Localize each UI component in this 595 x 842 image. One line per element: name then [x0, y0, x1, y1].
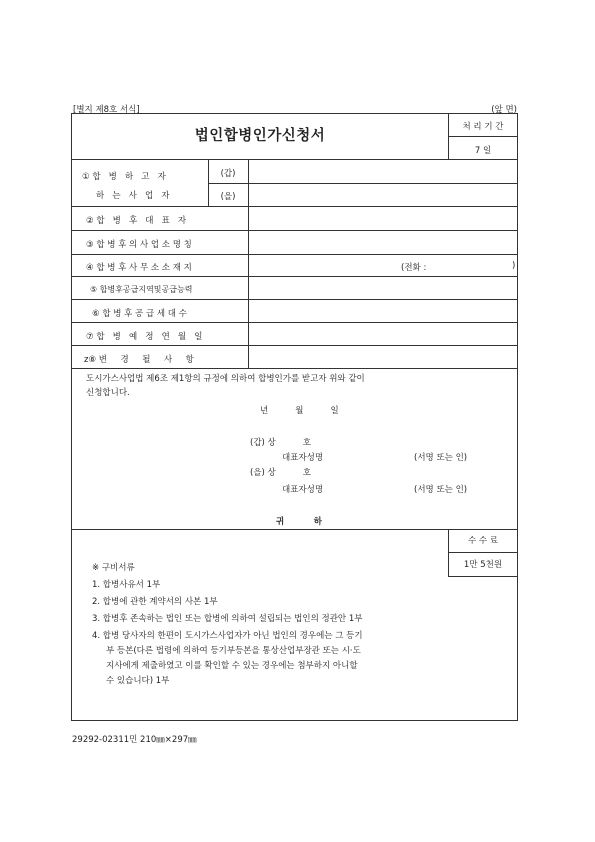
divider	[72, 529, 518, 530]
field-label-merging-company: ① 합 병 하 고 자	[82, 172, 166, 182]
application-form	[71, 113, 518, 721]
field-label-office-address: ④ 합 병 후 사 무 소 소 재 지	[86, 263, 192, 273]
applicant-a-representative: 대표자성명	[282, 453, 324, 463]
fee-value: 1만 5천원	[463, 560, 503, 570]
applicant-a-signature: (서명 또는 인)	[414, 453, 468, 463]
divider	[72, 230, 518, 231]
form-number: [별지 제8호 서식]	[73, 105, 140, 115]
party-a-label: (갑)	[220, 169, 236, 179]
divider	[72, 206, 518, 207]
processing-period-label: 처 리 기 간	[462, 122, 504, 132]
required-docs-heading: ※ 구비서류	[92, 563, 135, 573]
field-label-merging-company-cont: 하 는 사 업 자	[96, 191, 170, 201]
applicant-b-name: (을) 상 호	[250, 468, 311, 478]
form-footer: 29292-02311민 210㎜×297㎜	[72, 735, 197, 745]
divider	[448, 552, 518, 553]
required-doc-1: 1. 합병사유서 1부	[92, 580, 161, 590]
required-doc-2: 2. 합병에 관한 계약서의 사본 1부	[92, 597, 218, 607]
applicant-b-signature: (서명 또는 인)	[414, 485, 468, 495]
field-label-business-name: ③ 합 병 후 의 사 업 소 명 칭	[86, 240, 192, 250]
field-label-representative: ② 합 병 후 대 표 자	[86, 216, 187, 226]
party-b-label: (을)	[220, 192, 236, 202]
required-doc-4-cont-2: 지사에게 제출하였고 이를 확인할 수 있는 경우에는 첨부하지 아니할	[106, 661, 358, 671]
required-doc-4-cont-3: 수 있습니다) 1부	[106, 676, 170, 686]
recipient: 귀 하	[276, 517, 323, 527]
required-doc-4-cont-1: 부 등본(다른 법령에 의하여 등기부등본을 통상산업부장관 또는 시·도	[106, 646, 361, 656]
divider	[72, 322, 518, 323]
phone-label: (전화 :	[401, 263, 427, 273]
divider	[72, 276, 518, 277]
divider	[448, 136, 518, 137]
application-date: 년 월 일	[260, 406, 339, 416]
divider	[72, 159, 518, 160]
fee-label: 수 수 료	[467, 536, 499, 546]
field-label-changes: z⑧ 변 경 될 사 항	[84, 355, 194, 365]
statement-line-2: 신청합니다.	[86, 388, 130, 398]
applicant-b-representative: 대표자성명	[282, 485, 324, 495]
divider	[72, 254, 518, 255]
processing-period-value: 7 일	[474, 146, 492, 156]
field-label-supply-area: ⑤ 합병후공급지역및공급능력	[90, 285, 193, 294]
required-doc-3: 3. 합병후 존속하는 법인 또는 합병에 의하여 설립되는 법인의 정관안 1부	[92, 614, 363, 624]
form-title: 법인합병인가신청서	[194, 128, 326, 144]
divider	[72, 299, 518, 300]
divider	[72, 368, 518, 369]
page-side-label: (앞 면)	[491, 105, 517, 115]
required-doc-4: 4. 합병 당사자의 한편이 도시가스사업자가 아닌 법인의 경우에는 그 등기	[92, 631, 363, 641]
statement-line-1: 도시가스사업법 제6조 제1항의 규정에 의하여 합병인가를 받고자 위와 같이	[86, 374, 365, 384]
phone-close: )	[512, 261, 516, 271]
divider	[248, 159, 249, 368]
applicant-a-name: (갑) 상 호	[250, 438, 311, 448]
field-label-merger-date: ⑦ 합 병 예 정 연 월 일	[86, 332, 203, 342]
divider	[208, 183, 518, 184]
divider	[448, 576, 518, 577]
field-label-households: ⑥ 합 병 후 공 급 세 대 수	[92, 309, 187, 319]
divider	[72, 345, 518, 346]
